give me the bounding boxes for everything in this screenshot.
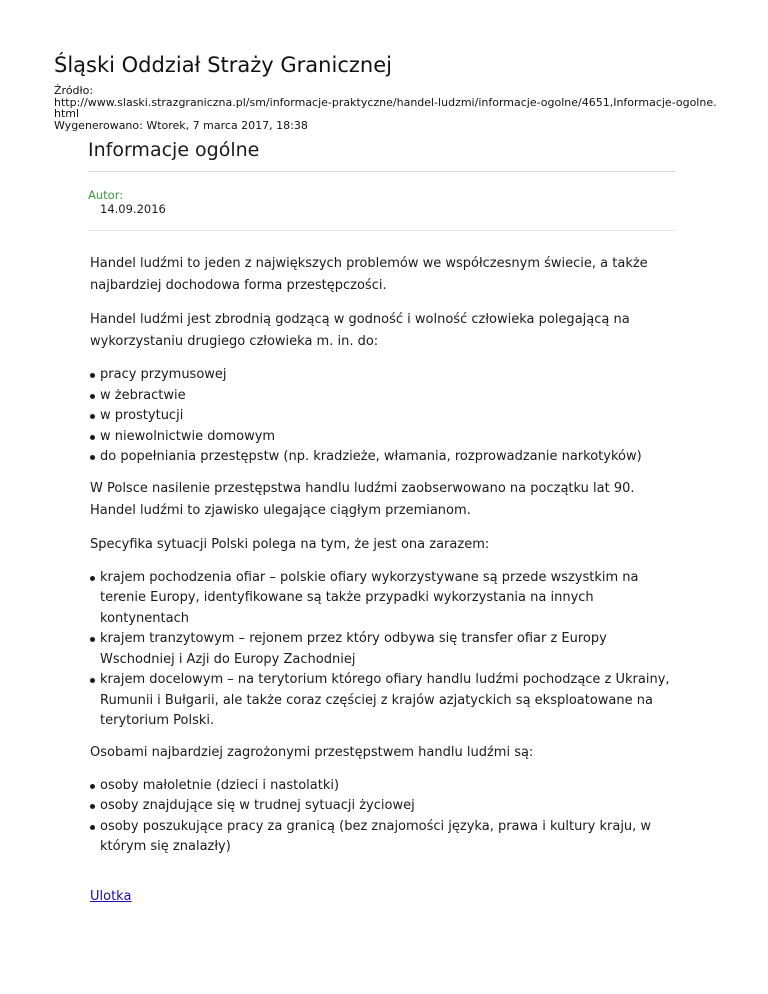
- list-item: do popełniania przestępstw (np. kradzieże, włamania, rozprowadzanie narkotyków): [100, 447, 676, 468]
- list-item: w prostytucji: [100, 406, 676, 427]
- list-item: krajem pochodzenia ofiar – polskie ofiary wykorzystywane są przede wszystkim na terenie Europy, identyfikowane są także przypadki wykorzystania na innych kontynentach: [100, 568, 676, 630]
- generated-timestamp: Wygenerowano: Wtorek, 7 marca 2017, 18:38: [54, 118, 308, 132]
- list-item: osoby znajdujące się w trudnej sytuacji życiowej: [100, 796, 676, 817]
- publication-date: 14.09.2016: [100, 202, 166, 216]
- article-byline: [88, 172, 676, 231]
- intro-paragraph: Handel ludźmi to jeden z największych problemów we współczesnym świecie, a także najbardziej dochodowa forma przestępczości.: [90, 256, 648, 293]
- list-item: osoby małoletnie (dzieci i nastolatki): [100, 776, 676, 797]
- exploitation-purposes-list: [88, 365, 676, 468]
- list-item: osoby poszukujące pracy za granicą (bez znajomości języka, prawa i kultury kraju, w którym się znalazły): [100, 817, 676, 858]
- definition-paragraph: Handel ludźmi jest zbrodnią godzącą w godność i wolność człowieka polegającą na wykorzystaniu drugiego człowieka m. in. do:: [90, 312, 630, 349]
- list-item: w niewolnictwie domowym: [100, 427, 676, 448]
- risk-intro-paragraph: Osobami najbardziej zagrożonymi przestępstwem handlu ludźmi są:: [90, 744, 534, 760]
- country-roles-list: [88, 568, 676, 732]
- article: [88, 137, 676, 908]
- leaflet-link[interactable]: Ulotka: [90, 888, 132, 904]
- print-metadata: [54, 85, 718, 131]
- list-item: krajem docelowym – na terytorium którego ofiary handlu ludźmi pochodzące z Ukrainy, Rumunii i Bułgarii, ale także coraz częściej z krajów azjatyckich są eksploatowane na terytorium Polski.: [100, 670, 676, 732]
- source-label: Źródło:: [54, 84, 94, 97]
- specifics-paragraph: Specyfika sytuacji Polski polega na tym, że jest ona zarazem:: [90, 536, 490, 552]
- list-item: w żebractwie: [100, 386, 676, 407]
- risk-groups-list: [88, 776, 676, 858]
- list-item: krajem tranzytowym – rejonem przez który odbywa się transfer ofiar z Europy Wschodniej i Azji do Europy Zachodniej: [100, 629, 676, 670]
- site-title: Śląski Oddział Straży Granicznej: [54, 53, 392, 77]
- author-label: Autor:: [88, 188, 124, 202]
- list-item: pracy przymusowej: [100, 365, 676, 386]
- article-title: Informacje ogólne: [88, 137, 676, 172]
- history-paragraph: W Polsce nasilenie przestępstwa handlu ludźmi zaobserwowano na początku lat 90. Handel ludźmi to zjawisko ulegające ciągłym przemianom.: [90, 480, 635, 518]
- source-url: http://www.slaski.strazgraniczna.pl/sm/informacje-praktyczne/handel-ludzmi/informacje-ogolne/4651,Informacje-ogolne.html: [54, 95, 717, 120]
- article-body: [88, 231, 676, 908]
